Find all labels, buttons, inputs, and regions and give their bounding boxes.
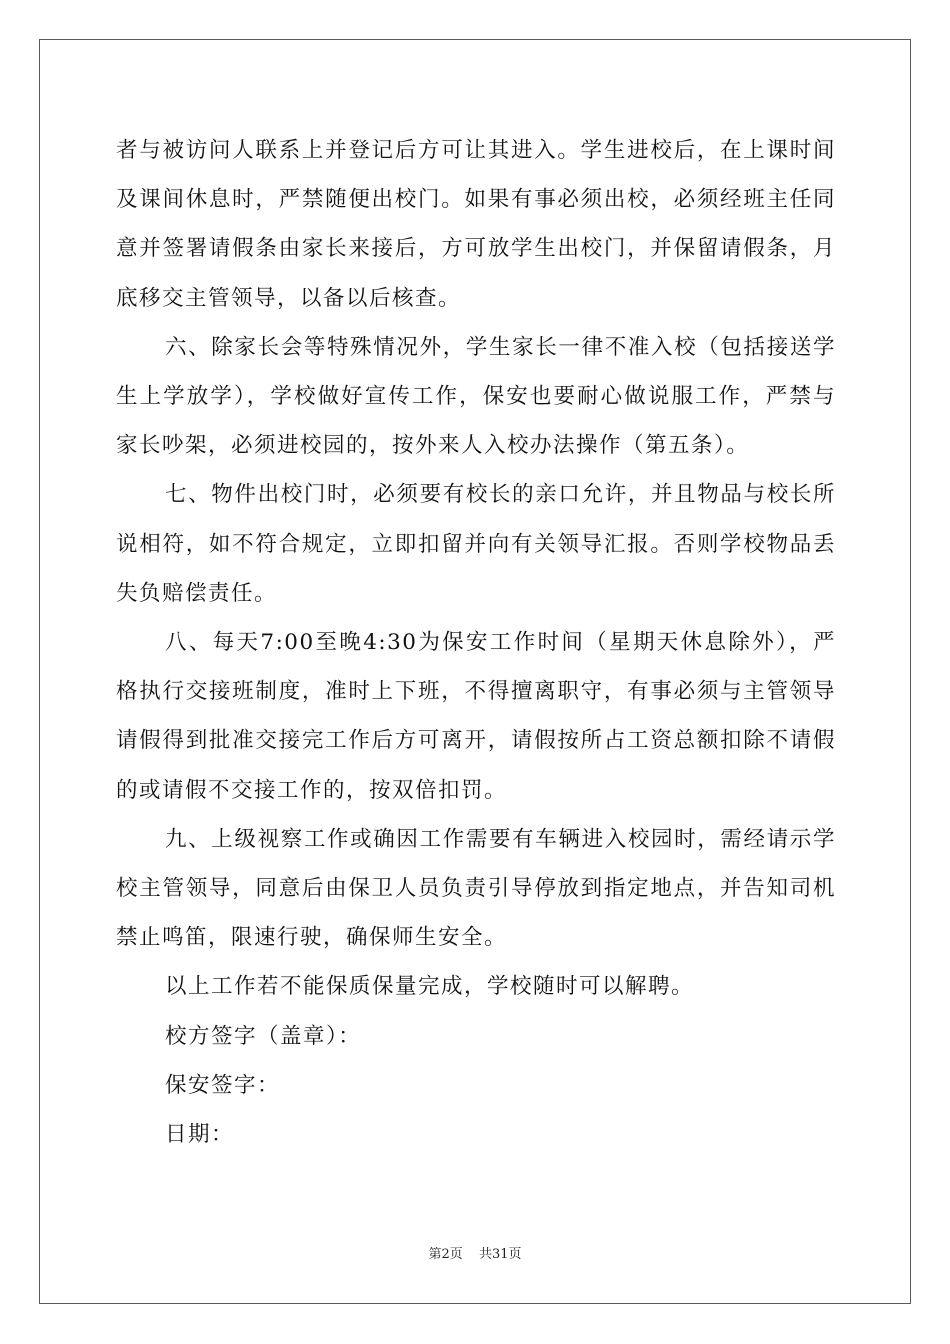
paragraph-dismissal-note: 以上工作若不能保质保量完成，学校随时可以解聘。: [165, 974, 695, 1000]
date-line: 日期：: [165, 1122, 235, 1148]
paragraph-visitor-rules: 者与被访问人联系上并登记后方可让其进入。学生进校后，在上课时间及课间休息时，严禁随便出校门。如果有事必须出校，必须经班主任同意并签署请假条由家长来接后，方可放学生出校门，并保留请假条，月底移交主管领导，以备以后核查。: [116, 138, 836, 311]
document-body: [116, 126, 836, 1159]
page-footer: [0, 1246, 950, 1264]
page-number: 第2页: [428, 1247, 463, 1262]
paragraph-rule-7: 七、物件出校门时，必须要有校长的亲口允许，并且物品与校长所说相符，如不符合规定，立即扣留并向有关领导汇报。否则学校物品丢失负赔偿责任。: [116, 482, 836, 606]
guard-signature-line: 保安签字：: [165, 1072, 281, 1098]
school-signature-line: 校方签字（盖章）：: [165, 1023, 362, 1049]
page-total: 共31页: [478, 1247, 522, 1262]
paragraph-rule-8: 八、每天7:00至晚4:30为保安工作时间（星期天休息除外），严格执行交接班制度，准时上下班，不得擅离职守，有事必须与主管领导请假得到批准交接完工作后方可离开，请假按所占工资总额扣除不请假的或请假不交接工作的，按双倍扣罚。: [116, 630, 836, 803]
paragraph-rule-6: 六、除家长会等特殊情况外，学生家长一律不准入校（包括接送学生上学放学），学校做好宣传工作，保安也要耐心做说服工作，严禁与家长吵架，必须进校园的，按外来人入校办法操作（第五条）。: [116, 334, 836, 459]
paragraph-rule-9: 九、上级视察工作或确因工作需要有车辆进入校园时，需经请示学校主管领导，同意后由保卫人员负责引导停放到指定地点，并告知司机禁止鸣笛，限速行驶，确保师生安全。: [116, 826, 836, 951]
